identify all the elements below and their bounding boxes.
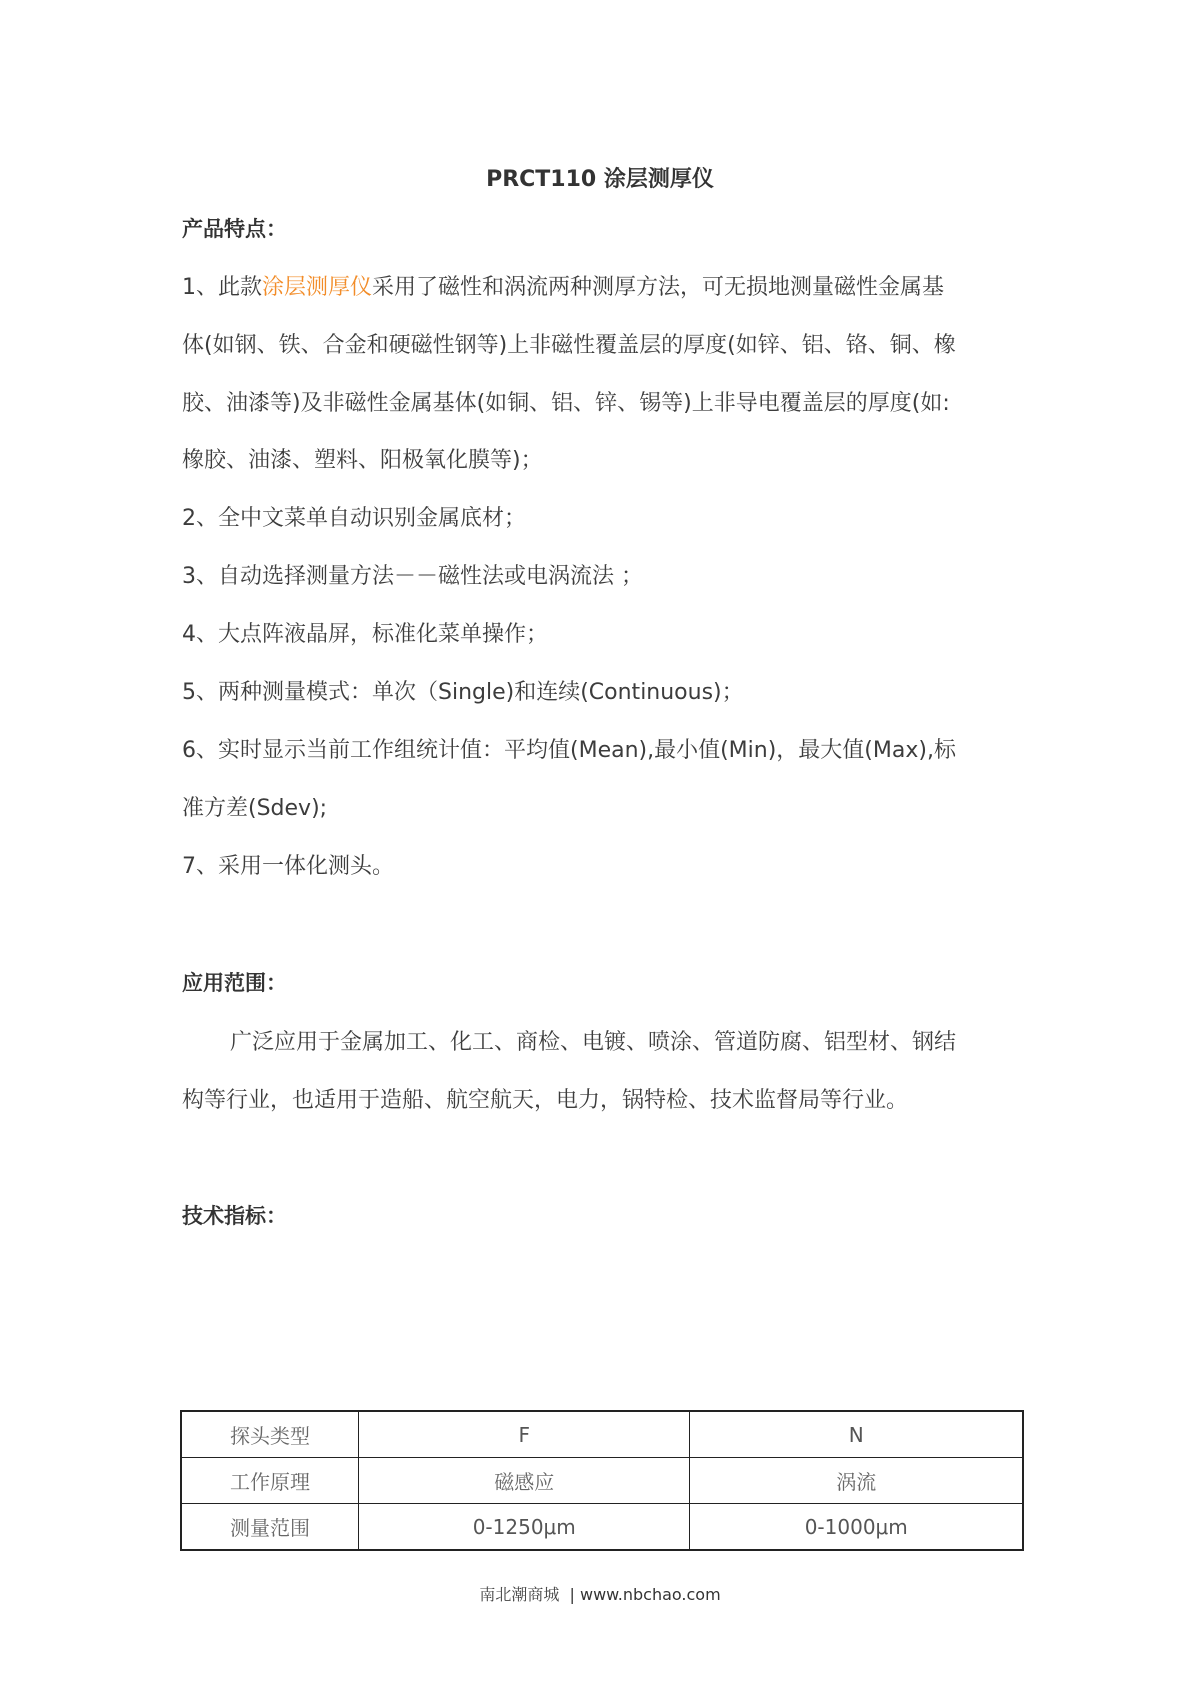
features-heading: 产品特点：	[182, 217, 287, 241]
feature-item-1-line-3: 胶、油漆等)及非磁性金属基体(如铜、铝、锌、锡等)上非导电覆盖层的厚度(如:	[182, 391, 950, 416]
spec-label-probe-type: 探头类型	[181, 1411, 359, 1458]
applications-heading: 应用范围：	[182, 971, 287, 995]
spec-n-principle: 涡流	[690, 1458, 1023, 1504]
footer-url[interactable]: www.nbchao.com	[579, 1585, 721, 1604]
specs-table	[180, 1410, 1024, 1551]
spec-f-range: 0-1250μm	[359, 1504, 690, 1551]
feature-item-1-line-1	[182, 270, 1032, 301]
feature-item-3: 3、自动选择测量方法－－磁性法或电涡流法 ；	[182, 564, 643, 589]
feature-item-6-line-2: 准方差(Sdev);	[182, 796, 328, 821]
feature-item-1-prefix: 1、此款	[182, 275, 262, 300]
footer-site-name: 南北潮商城	[479, 1585, 560, 1604]
applications-line-1: 广泛应用于金属加工、化工、商检、电镀、喷涂、管道防腐、铝型材、钢结	[230, 1030, 957, 1055]
feature-item-6-line-1: 6、实时显示当前工作组统计值：平均值(Mean),最小值(Min)，最大值(Max),标	[182, 738, 956, 763]
feature-item-5: 5、两种测量模式：单次（Single)和连续(Continuous)；	[182, 680, 744, 705]
spec-n-probe-type: N	[690, 1411, 1023, 1458]
spec-label-principle: 工作原理	[181, 1458, 359, 1504]
spec-f-probe-type: F	[359, 1411, 690, 1458]
spec-n-range: 0-1000μm	[690, 1504, 1023, 1551]
table-row	[181, 1411, 1023, 1458]
document-title: PRCT110 涂层测厚仪	[486, 167, 714, 192]
feature-item-7: 7、采用一体化测头。	[182, 854, 394, 879]
feature-item-1-rest: 采用了磁性和涡流两种测厚方法，可无损地测量磁性金属基	[372, 275, 945, 300]
feature-item-1-line-4: 橡胶、油漆、塑料、阳极氧化膜等)；	[182, 448, 543, 473]
spec-f-principle: 磁感应	[359, 1458, 690, 1504]
feature-item-1-line-2: 体(如钢、铁、合金和硬磁性钢等)上非磁性覆盖层的厚度(如锌、铝、铬、铜、橡	[182, 333, 956, 358]
footer-separator: |	[569, 1585, 575, 1604]
spec-label-range: 测量范围	[181, 1504, 359, 1551]
table-row	[181, 1458, 1023, 1504]
table-row	[181, 1504, 1023, 1551]
applications-line-2: 构等行业，也适用于造船、航空航天，电力，锅特检、技术监督局等行业。	[182, 1088, 909, 1113]
product-link[interactable]: 涂层测厚仪	[262, 275, 373, 300]
feature-item-4: 4、大点阵液晶屏，标准化菜单操作；	[182, 622, 548, 647]
page-footer	[0, 1582, 1200, 1605]
specs-heading: 技术指标：	[182, 1204, 287, 1228]
feature-item-2: 2、全中文菜单自动识别金属底材；	[182, 506, 526, 531]
